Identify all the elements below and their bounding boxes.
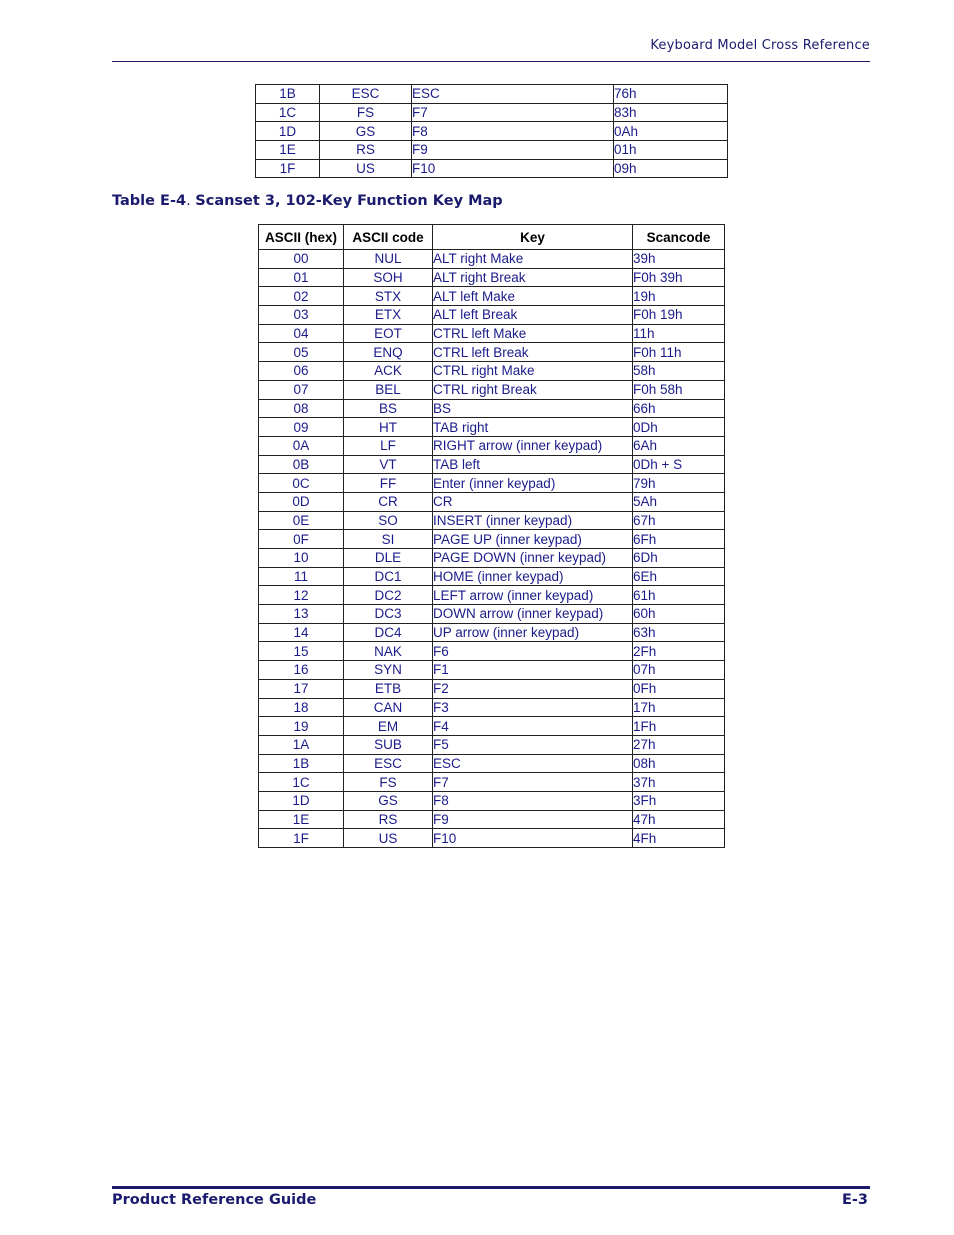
- running-header: Keyboard Model Cross Reference: [650, 38, 870, 53]
- scancode-cell: 67h: [633, 511, 725, 530]
- ascii-hex-cell: 13: [259, 605, 344, 624]
- table-row: [259, 754, 725, 773]
- scancode-cell: 0Dh + S: [633, 455, 725, 474]
- ascii-code-cell: US: [344, 829, 433, 848]
- ascii-hex-cell: 0C: [259, 474, 344, 493]
- key-cell: CTRL left Break: [433, 343, 633, 362]
- key-cell: F10: [433, 829, 633, 848]
- ascii-hex-cell: 1E: [259, 810, 344, 829]
- ascii-code-cell: ESC: [344, 754, 433, 773]
- ascii-code-cell: ESC: [320, 85, 412, 104]
- header-ascii-hex: ASCII (hex): [259, 225, 344, 250]
- ascii-code-cell: CR: [344, 492, 433, 511]
- ascii-code-cell: EOT: [344, 324, 433, 343]
- ascii-hex-cell: 16: [259, 661, 344, 680]
- table-row: [259, 698, 725, 717]
- ascii-hex-cell: 12: [259, 586, 344, 605]
- key-cell: PAGE UP (inner keypad): [433, 530, 633, 549]
- table-row: [259, 642, 725, 661]
- table-row: [256, 103, 728, 122]
- scancode-cell: F0h 19h: [633, 306, 725, 325]
- ascii-hex-cell: 1A: [259, 735, 344, 754]
- key-cell: F9: [412, 141, 614, 160]
- key-cell: TAB left: [433, 455, 633, 474]
- ascii-code-cell: DLE: [344, 549, 433, 568]
- scancode-cell: 39h: [633, 250, 725, 269]
- table-row: [259, 549, 725, 568]
- ascii-code-cell: STX: [344, 287, 433, 306]
- ascii-hex-cell: 10: [259, 549, 344, 568]
- table-row: [259, 250, 725, 269]
- key-cell: F9: [433, 810, 633, 829]
- scancode-cell: F0h 11h: [633, 343, 725, 362]
- scancode-cell: 3Fh: [633, 791, 725, 810]
- ascii-code-cell: CAN: [344, 698, 433, 717]
- table-row: [259, 791, 725, 810]
- key-cell: F8: [412, 122, 614, 141]
- ascii-hex-cell: 11: [259, 567, 344, 586]
- key-cell: F5: [433, 735, 633, 754]
- scancode-cell: 61h: [633, 586, 725, 605]
- scancode-cell: 76h: [614, 85, 728, 104]
- key-cell: UP arrow (inner keypad): [433, 623, 633, 642]
- header-divider: [112, 61, 870, 62]
- ascii-hex-cell: 01: [259, 268, 344, 287]
- table-row: [259, 474, 725, 493]
- ascii-code-cell: DC2: [344, 586, 433, 605]
- ascii-hex-cell: 0E: [259, 511, 344, 530]
- scancode-cell: 17h: [633, 698, 725, 717]
- ascii-code-cell: ENQ: [344, 343, 433, 362]
- scancode-cell: 83h: [614, 103, 728, 122]
- table-row: [259, 810, 725, 829]
- key-cell: CTRL right Make: [433, 362, 633, 381]
- key-cell: F3: [433, 698, 633, 717]
- table-caption: [112, 193, 503, 209]
- key-cell: TAB right: [433, 418, 633, 437]
- ascii-hex-cell: 1E: [256, 141, 320, 160]
- key-cell: CTRL right Break: [433, 380, 633, 399]
- key-cell: INSERT (inner keypad): [433, 511, 633, 530]
- key-cell: F7: [433, 773, 633, 792]
- key-cell: F1: [433, 661, 633, 680]
- key-cell: F2: [433, 679, 633, 698]
- key-cell: ESC: [433, 754, 633, 773]
- scancode-cell: 19h: [633, 287, 725, 306]
- ascii-hex-cell: 14: [259, 623, 344, 642]
- scancode-cell: 47h: [633, 810, 725, 829]
- scancode-cell: 2Fh: [633, 642, 725, 661]
- ascii-hex-cell: 15: [259, 642, 344, 661]
- ascii-code-cell: SI: [344, 530, 433, 549]
- scancode-cell: 4Fh: [633, 829, 725, 848]
- scancode-cell: 08h: [633, 754, 725, 773]
- key-cell: F4: [433, 717, 633, 736]
- table-caption-title: Scanset 3, 102-Key Function Key Map: [195, 193, 503, 209]
- scancode-cell: 6Eh: [633, 567, 725, 586]
- scancode-cell: 0Ah: [614, 122, 728, 141]
- key-cell: F6: [433, 642, 633, 661]
- ascii-code-cell: US: [320, 159, 412, 178]
- ascii-hex-cell: 05: [259, 343, 344, 362]
- table-row: [259, 324, 725, 343]
- continued-table: [255, 84, 728, 178]
- scancode-cell: 0Dh: [633, 418, 725, 437]
- ascii-hex-cell: 06: [259, 362, 344, 381]
- table-row: [259, 268, 725, 287]
- ascii-code-cell: BS: [344, 399, 433, 418]
- key-cell: HOME (inner keypad): [433, 567, 633, 586]
- scancode-cell: 09h: [614, 159, 728, 178]
- footer-divider: [112, 1186, 870, 1189]
- table-row: [256, 122, 728, 141]
- key-cell: CTRL left Make: [433, 324, 633, 343]
- table-row: [259, 380, 725, 399]
- key-cell: F10: [412, 159, 614, 178]
- table-row: [259, 605, 725, 624]
- ascii-hex-cell: 02: [259, 287, 344, 306]
- table-row: [259, 511, 725, 530]
- key-cell: ALT right Make: [433, 250, 633, 269]
- scancode-cell: 63h: [633, 623, 725, 642]
- ascii-code-cell: HT: [344, 418, 433, 437]
- scancode-cell: 11h: [633, 324, 725, 343]
- key-cell: ALT left Make: [433, 287, 633, 306]
- key-cell: RIGHT arrow (inner keypad): [433, 436, 633, 455]
- scancode-cell: F0h 39h: [633, 268, 725, 287]
- scancode-cell: 5Ah: [633, 492, 725, 511]
- ascii-hex-cell: 03: [259, 306, 344, 325]
- table-header-row: [259, 225, 725, 250]
- table-row: [259, 829, 725, 848]
- header-ascii-code: ASCII code: [344, 225, 433, 250]
- scancode-cell: 6Dh: [633, 549, 725, 568]
- ascii-code-cell: GS: [320, 122, 412, 141]
- scancode-cell: 37h: [633, 773, 725, 792]
- ascii-hex-cell: 0A: [259, 436, 344, 455]
- table-row: [256, 159, 728, 178]
- ascii-code-cell: FS: [344, 773, 433, 792]
- scancode-cell: 60h: [633, 605, 725, 624]
- ascii-code-cell: ETB: [344, 679, 433, 698]
- ascii-code-cell: RS: [344, 810, 433, 829]
- scancode-cell: 1Fh: [633, 717, 725, 736]
- ascii-hex-cell: 1D: [256, 122, 320, 141]
- footer-guide-title: Product Reference Guide: [112, 1192, 317, 1208]
- ascii-code-cell: DC4: [344, 623, 433, 642]
- table-row: [259, 399, 725, 418]
- ascii-hex-cell: 0F: [259, 530, 344, 549]
- ascii-hex-cell: 1D: [259, 791, 344, 810]
- scancode-cell: F0h 58h: [633, 380, 725, 399]
- key-cell: CR: [433, 492, 633, 511]
- ascii-code-cell: NAK: [344, 642, 433, 661]
- ascii-code-cell: EM: [344, 717, 433, 736]
- key-cell: ESC: [412, 85, 614, 104]
- ascii-hex-cell: 17: [259, 679, 344, 698]
- ascii-hex-cell: 00: [259, 250, 344, 269]
- ascii-code-cell: BEL: [344, 380, 433, 399]
- scancode-cell: 27h: [633, 735, 725, 754]
- key-cell: ALT right Break: [433, 268, 633, 287]
- ascii-code-cell: ETX: [344, 306, 433, 325]
- ascii-hex-cell: 0D: [259, 492, 344, 511]
- ascii-hex-cell: 18: [259, 698, 344, 717]
- table-row: [259, 586, 725, 605]
- ascii-code-cell: SO: [344, 511, 433, 530]
- table-row: [259, 306, 725, 325]
- ascii-code-cell: SOH: [344, 268, 433, 287]
- table-row: [259, 492, 725, 511]
- ascii-code-cell: GS: [344, 791, 433, 810]
- table-row: [259, 530, 725, 549]
- ascii-code-cell: DC3: [344, 605, 433, 624]
- table-row: [259, 567, 725, 586]
- ascii-hex-cell: 1C: [259, 773, 344, 792]
- table-row: [256, 85, 728, 104]
- ascii-hex-cell: 0B: [259, 455, 344, 474]
- table-row: [259, 455, 725, 474]
- key-cell: F8: [433, 791, 633, 810]
- function-key-map-table: [258, 224, 725, 848]
- table-row: [259, 735, 725, 754]
- scancode-cell: 6Fh: [633, 530, 725, 549]
- scancode-cell: 07h: [633, 661, 725, 680]
- header-scancode: Scancode: [633, 225, 725, 250]
- scancode-cell: 0Fh: [633, 679, 725, 698]
- table-row: [259, 623, 725, 642]
- key-cell: BS: [433, 399, 633, 418]
- scancode-cell: 58h: [633, 362, 725, 381]
- ascii-hex-cell: 09: [259, 418, 344, 437]
- scancode-cell: 01h: [614, 141, 728, 160]
- key-cell: ALT left Break: [433, 306, 633, 325]
- header-key: Key: [433, 225, 633, 250]
- scancode-cell: 66h: [633, 399, 725, 418]
- ascii-code-cell: VT: [344, 455, 433, 474]
- table-row: [259, 362, 725, 381]
- key-cell: LEFT arrow (inner keypad): [433, 586, 633, 605]
- scancode-cell: 79h: [633, 474, 725, 493]
- key-cell: F7: [412, 103, 614, 122]
- ascii-hex-cell: 08: [259, 399, 344, 418]
- footer-page-number: E-3: [841, 1192, 868, 1208]
- table-row: [259, 717, 725, 736]
- ascii-code-cell: RS: [320, 141, 412, 160]
- key-cell: PAGE DOWN (inner keypad): [433, 549, 633, 568]
- table-caption-label: Table E-4: [112, 193, 187, 209]
- ascii-hex-cell: 1C: [256, 103, 320, 122]
- ascii-hex-cell: 04: [259, 324, 344, 343]
- table-row: [259, 773, 725, 792]
- ascii-code-cell: NUL: [344, 250, 433, 269]
- table-row: [259, 661, 725, 680]
- table-row: [259, 287, 725, 306]
- table-caption-separator: .: [186, 193, 196, 209]
- key-cell: Enter (inner keypad): [433, 474, 633, 493]
- key-cell: DOWN arrow (inner keypad): [433, 605, 633, 624]
- scancode-cell: 6Ah: [633, 436, 725, 455]
- table-row: [256, 141, 728, 160]
- ascii-hex-cell: 07: [259, 380, 344, 399]
- ascii-hex-cell: 1F: [256, 159, 320, 178]
- ascii-hex-cell: 19: [259, 717, 344, 736]
- ascii-code-cell: FS: [320, 103, 412, 122]
- ascii-code-cell: FF: [344, 474, 433, 493]
- ascii-code-cell: SYN: [344, 661, 433, 680]
- ascii-code-cell: DC1: [344, 567, 433, 586]
- table-row: [259, 679, 725, 698]
- ascii-code-cell: LF: [344, 436, 433, 455]
- ascii-code-cell: SUB: [344, 735, 433, 754]
- ascii-hex-cell: 1B: [259, 754, 344, 773]
- ascii-code-cell: ACK: [344, 362, 433, 381]
- table-row: [259, 343, 725, 362]
- table-row: [259, 436, 725, 455]
- ascii-hex-cell: 1F: [259, 829, 344, 848]
- ascii-hex-cell: 1B: [256, 85, 320, 104]
- table-row: [259, 418, 725, 437]
